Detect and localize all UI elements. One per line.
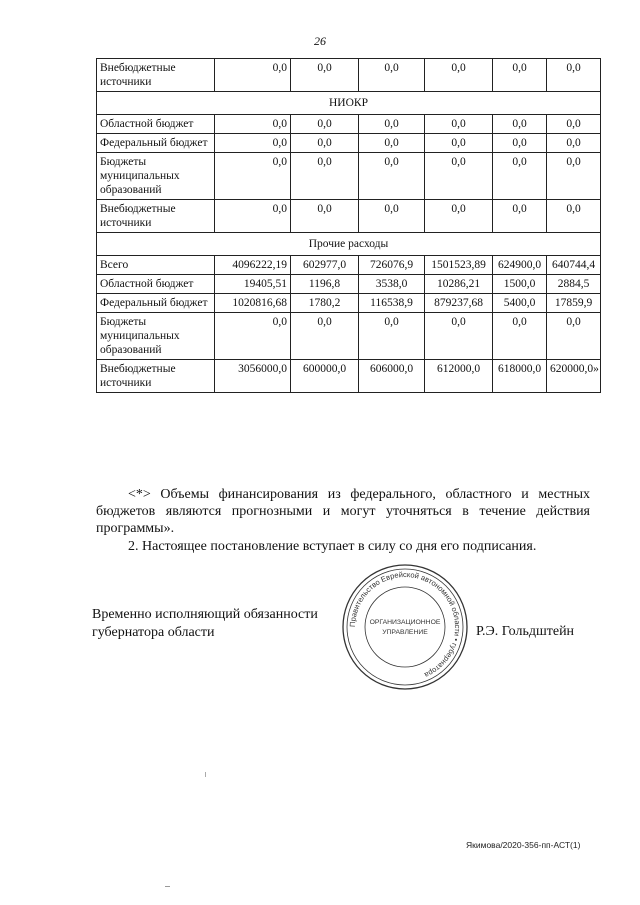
cell-value: 624900,0: [493, 256, 547, 275]
cell-value: 0,0: [425, 59, 493, 92]
cell-value: 1020816,68: [215, 294, 291, 313]
cell-value: 0,0: [215, 313, 291, 360]
cell-value: 1501523,89: [425, 256, 493, 275]
cell-value: 620000,0»: [547, 360, 601, 393]
cell-value: 0,0: [493, 153, 547, 200]
table-section-row: [97, 233, 601, 256]
cell-value: 0,0: [359, 153, 425, 200]
row-label: Внебюджетные источники: [97, 360, 215, 393]
row-label: Федеральный бюджет: [97, 294, 215, 313]
cell-value: 4096222,19: [215, 256, 291, 275]
section-heading: Прочие расходы: [97, 233, 601, 256]
official-stamp: [340, 562, 470, 692]
cell-value: 0,0: [359, 134, 425, 153]
row-label: Областной бюджет: [97, 275, 215, 294]
cell-value: 2884,5: [547, 275, 601, 294]
signer-title: Временно исполняющий обязанности губернатора области: [92, 607, 318, 640]
cell-value: 0,0: [291, 59, 359, 92]
cell-value: 0,0: [547, 134, 601, 153]
cell-value: 17859,9: [547, 294, 601, 313]
cell-value: 3538,0: [359, 275, 425, 294]
page-number: 26: [314, 34, 326, 48]
cell-value: 0,0: [547, 115, 601, 134]
cell-value: 879237,68: [425, 294, 493, 313]
cell-value: 618000,0: [493, 360, 547, 393]
table-row: [97, 115, 601, 134]
cell-value: 600000,0: [291, 360, 359, 393]
stamp-center-line-1: ОРГАНИЗАЦИОННОЕ: [369, 619, 441, 626]
table-row: [97, 294, 601, 313]
cell-value: 0,0: [359, 200, 425, 233]
row-label: Внебюджетные источники: [97, 200, 215, 233]
row-label: Областной бюджет: [97, 115, 215, 134]
row-label: Внебюджетные источники: [97, 59, 215, 92]
cell-value: 0,0: [359, 59, 425, 92]
cell-value: 0,0: [215, 134, 291, 153]
scan-speck: [165, 886, 170, 887]
cell-value: 602977,0: [291, 256, 359, 275]
cell-value: 0,0: [547, 313, 601, 360]
cell-value: 0,0: [425, 115, 493, 134]
financing-table: [96, 58, 601, 393]
row-label: Федеральный бюджет: [97, 134, 215, 153]
cell-value: 0,0: [425, 153, 493, 200]
cell-value: 0,0: [493, 200, 547, 233]
table-row: [97, 59, 601, 92]
table-section-row: [97, 92, 601, 115]
clause-2: 2. Настоящее постановление вступает в силу со дня его подписания.: [128, 539, 537, 554]
cell-value: 0,0: [425, 134, 493, 153]
scan-speck: [205, 772, 206, 777]
stamp-center-line-2: УПРАВЛЕНИЕ: [382, 629, 428, 636]
cell-value: 606000,0: [359, 360, 425, 393]
cell-value: 0,0: [359, 313, 425, 360]
cell-value: 1500,0: [493, 275, 547, 294]
document-code: Якимова/2020-356-пп-АСТ(1): [466, 840, 581, 850]
cell-value: 0,0: [547, 59, 601, 92]
cell-value: 1196,8: [291, 275, 359, 294]
cell-value: 640744,4: [547, 256, 601, 275]
table-row: [97, 134, 601, 153]
cell-value: 0,0: [291, 115, 359, 134]
table-row: [97, 313, 601, 360]
cell-value: 0,0: [547, 200, 601, 233]
cell-value: 3056000,0: [215, 360, 291, 393]
cell-value: 0,0: [291, 313, 359, 360]
cell-value: 0,0: [215, 200, 291, 233]
cell-value: 0,0: [547, 153, 601, 200]
cell-value: 0,0: [291, 153, 359, 200]
cell-value: 0,0: [425, 200, 493, 233]
cell-value: 0,0: [215, 153, 291, 200]
cell-value: 0,0: [493, 313, 547, 360]
table-row: [97, 360, 601, 393]
cell-value: 0,0: [425, 313, 493, 360]
cell-value: 0,0: [359, 115, 425, 134]
section-heading: НИОКР: [97, 92, 601, 115]
cell-value: 10286,21: [425, 275, 493, 294]
stamp-ring-text: Правительство Еврейской автономной области • губернатора: [347, 569, 463, 680]
cell-value: 612000,0: [425, 360, 493, 393]
cell-value: 0,0: [493, 59, 547, 92]
cell-value: 0,0: [291, 200, 359, 233]
cell-value: 726076,9: [359, 256, 425, 275]
table-row: [97, 200, 601, 233]
cell-value: 0,0: [493, 115, 547, 134]
row-label: Бюджеты муниципальных образований: [97, 153, 215, 200]
table-row: [97, 275, 601, 294]
footnote: <*> Объемы финансирования из федерального, областного и местных бюджетов являются прогнозными и могут уточняться в течение действия программы».: [96, 487, 590, 536]
table-row: [97, 153, 601, 200]
cell-value: 19405,51: [215, 275, 291, 294]
cell-value: 0,0: [291, 134, 359, 153]
financing-table-body: [97, 59, 601, 393]
cell-value: 0,0: [493, 134, 547, 153]
table-row: [97, 256, 601, 275]
cell-value: 0,0: [215, 59, 291, 92]
cell-value: 1780,2: [291, 294, 359, 313]
cell-value: 5400,0: [493, 294, 547, 313]
row-label: Всего: [97, 256, 215, 275]
cell-value: 116538,9: [359, 294, 425, 313]
signer-name: Р.Э. Гольдштейн: [476, 624, 575, 639]
cell-value: 0,0: [215, 115, 291, 134]
row-label: Бюджеты муниципальных образований: [97, 313, 215, 360]
